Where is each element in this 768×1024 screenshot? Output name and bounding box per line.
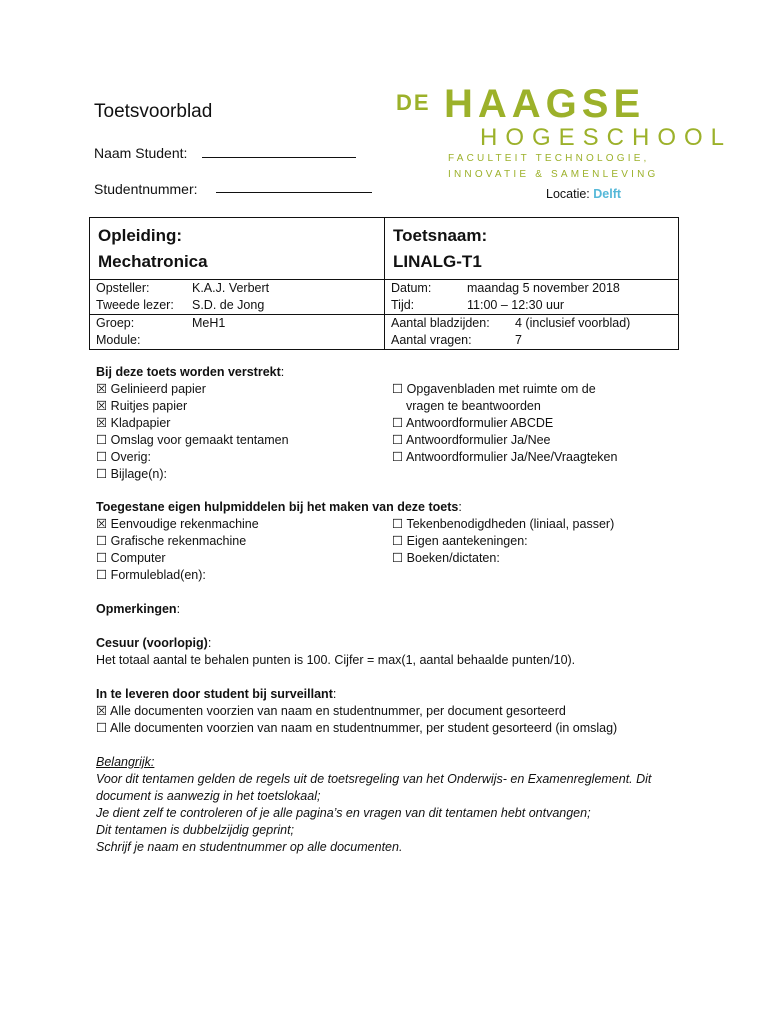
belangrijk-line: Schrijf je naam en studentnummer op alle documenten. [96, 840, 403, 854]
vragen-value: 7 [515, 333, 522, 347]
verstrekt-item[interactable]: ☒ Ruitjes papier [96, 399, 188, 413]
belangrijk-line: document is aanwezig in het toetslokaal; [96, 789, 321, 803]
bladzijden-value: 4 (inclusief voorblad) [515, 316, 631, 330]
hulpmiddel-item[interactable]: ☐ Formuleblad(en): [96, 568, 206, 582]
studentnummer-field[interactable] [216, 192, 372, 193]
hulpmiddelen-colon: : [458, 500, 462, 514]
haagse-hogeschool-logo [394, 82, 733, 186]
tijd-label: Tijd: [391, 298, 415, 312]
verstrekt-item[interactable]: ☒ Kladpapier [96, 416, 171, 430]
inleveren-heading: In te leveren door student bij surveillant [96, 687, 333, 701]
bladzijden-cell [385, 315, 679, 350]
hulpmiddel-item[interactable]: ☐ Boeken/dictaten: [392, 551, 500, 565]
toetsnaam-label: Toetsnaam: [393, 226, 488, 245]
studentnummer-label: Studentnummer: [94, 181, 198, 197]
hulpmiddel-item[interactable]: ☒ Eenvoudige rekenmachine [96, 517, 259, 531]
logo-de: DE [396, 90, 431, 115]
hulpmiddel-item[interactable]: ☐ Eigen aantekeningen: [392, 534, 528, 548]
groep-value: MeH1 [192, 316, 226, 330]
locatie-label: Locatie: [546, 187, 590, 201]
opleiding-label: Opleiding: [98, 226, 183, 245]
cesuur-heading: Cesuur (voorlopig) [96, 636, 208, 650]
verstrekt-item[interactable]: ☐ Antwoordformulier Ja/Nee [392, 433, 551, 447]
verstrekt-item[interactable]: ☐ Omslag voor gemaakt tentamen [96, 433, 289, 447]
page-title: Toetsvoorblad [94, 101, 213, 122]
opsteller-value: K.A.J. Verbert [192, 281, 270, 295]
belangrijk-heading: Belangrijk: [96, 755, 155, 769]
info-table [89, 217, 679, 350]
cesuur-section [96, 635, 575, 669]
verstrekt-heading: Bij deze toets worden verstrekt [96, 365, 281, 379]
locatie-value: Delft [593, 187, 622, 201]
belangrijk-line: Voor dit tentamen gelden de regels uit de toetsregeling van het Onderwijs- en Examenreglement. Dit [96, 772, 652, 786]
datum-cell [385, 280, 679, 315]
belangrijk-section [96, 754, 651, 856]
logo-hogeschool: HOGESCHOOL [480, 124, 733, 151]
tweede-lezer-value: S.D. de Jong [192, 298, 265, 312]
belangrijk-line: Je dient zelf te controleren of je alle pagina’s en vragen van dit tentamen hebt ontvangen; [96, 806, 591, 820]
opleiding-value: Mechatronica [98, 252, 208, 271]
verstrekt-item[interactable]: ☐ Opgavenbladen met ruimte om de [392, 382, 596, 396]
hulpmiddel-item[interactable]: ☐ Tekenbenodigdheden (liniaal, passer) [392, 517, 615, 531]
naam-student-field[interactable] [202, 157, 356, 158]
hulpmiddel-item[interactable]: ☐ Computer [96, 551, 166, 565]
toetsnaam-cell [385, 218, 679, 280]
opmerkingen-colon: : [176, 602, 181, 616]
tweede-lezer-label: Tweede lezer: [96, 298, 174, 312]
naam-student-label: Naam Student: [94, 145, 188, 161]
logo-faculteit-line1: FACULTEIT TECHNOLOGIE, [448, 153, 650, 164]
cesuur-colon: : [207, 636, 212, 650]
verstrekt-section [96, 364, 692, 483]
belangrijk-line: Dit tentamen is dubbelzijdig geprint; [96, 823, 295, 837]
verstrekt-colon: : [280, 365, 285, 379]
opmerkingen-heading: Opmerkingen [96, 602, 177, 616]
opmerkingen-section [96, 601, 180, 618]
vragen-label: Aantal vragen: [391, 333, 472, 347]
bladzijden-label: Aantal bladzijden: [391, 316, 490, 330]
verstrekt-item[interactable]: ☐ Overig: [96, 450, 151, 464]
groep-cell [90, 315, 385, 350]
opsteller-cell [90, 280, 385, 315]
logo-faculteit-line2: INNOVATIE & SAMENLEVING [448, 169, 659, 180]
logo-haagse: HAAGSE [444, 82, 646, 126]
inleveren-colon: : [332, 687, 337, 701]
inleveren-item[interactable]: ☒ Alle documenten voorzien van naam en studentnummer, per document gesorteerd [96, 704, 566, 718]
opsteller-label: Opsteller: [96, 281, 150, 295]
hulpmiddelen-heading: Toegestane eigen hulpmiddelen bij het maken van deze toets [96, 500, 459, 514]
inleveren-item[interactable]: ☐ Alle documenten voorzien van naam en studentnummer, per student gesorteerd (in omslag) [96, 721, 618, 735]
datum-label: Datum: [391, 281, 432, 295]
hulpmiddel-item[interactable]: ☐ Grafische rekenmachine [96, 534, 247, 548]
datum-value: maandag 5 november 2018 [467, 281, 620, 295]
verstrekt-item[interactable]: ☐ Antwoordformulier ABCDE [392, 416, 554, 430]
module-label: Module: [96, 333, 141, 347]
verstrekt-item-continuation: vragen te beantwoorden [406, 399, 541, 413]
inleveren-section [96, 686, 617, 737]
hulpmiddelen-section [96, 499, 692, 584]
toetsnaam-value: LINALG-T1 [393, 252, 482, 271]
tijd-value: 11:00 – 12:30 uur [467, 298, 565, 312]
groep-label: Groep: [96, 316, 135, 330]
opleiding-cell [90, 218, 385, 280]
verstrekt-item[interactable]: ☐ Bijlage(n): [96, 467, 167, 481]
cesuur-text: Het totaal aantal te behalen punten is 100. Cijfer = max(1, aantal behaalde punten/10). [96, 653, 576, 667]
verstrekt-item[interactable]: ☒ Gelinieerd papier [96, 382, 206, 396]
verstrekt-item[interactable]: ☐ Antwoordformulier Ja/Nee/Vraagteken [392, 450, 618, 464]
locatie [546, 187, 621, 201]
